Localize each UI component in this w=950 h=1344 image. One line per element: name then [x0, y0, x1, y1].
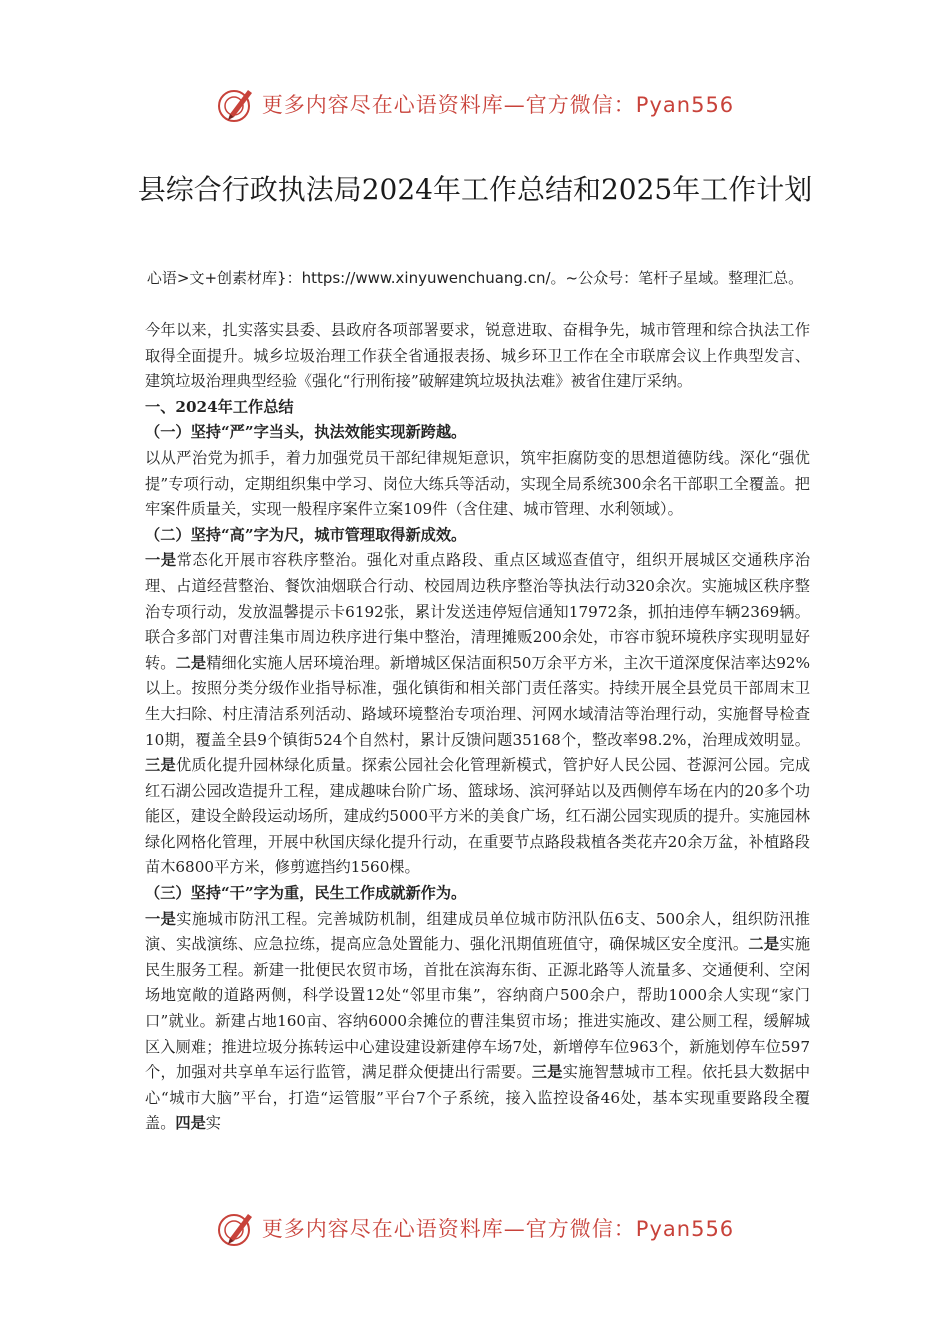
- pen-logo-icon: [216, 84, 256, 124]
- subsection-heading: （三）坚持“干”字为重，民生工作成就新作为。: [145, 884, 467, 903]
- lead-marker: 三是: [531, 1063, 563, 1082]
- paragraph-text: 实施民生服务工程。新建一批便民农贸市场，首批在滨海东街、正源北路等人流量多、交通便利、空闲场地宽敞的道路两侧，科学设置12处“邻里市集”，容纳商户500余户，帮助1000余人实现“家门口”就业。新建占地160亩、容纳6000余摊位的曹洼集贸市场；推进实施改、建公厕工程，缓解城区入厕难；推进垃圾分拣转运中心建设建设新建停车场7处，新增停车位963个，新施划停车位597个，加强对共享单车运行监管，满足群众便捷出行需要。: [145, 935, 811, 1082]
- paragraph-text: 精细化实施人居环境治理。新增城区保洁面积50万余平方米，主次干道深度保洁率达92%以上。按照分类分级作业指导标准，强化镇街和相关部门责任落实。持续开展全县党员干部周末卫生大扫除、村庄清洁系列活动、路域环境整治专项治理、河网水域清洁等治理行动，实施督导检查10期，覆盖全县9个镇街524个自然村，累计反馈问题35168个，整改率98.2%，治理成效明显。: [145, 653, 810, 749]
- paragraph: 以从严治党为抓手，着力加强党员干部纪律规矩意识，筑牢拒腐防变的思想道德防线。深化“强优提”专项行动，定期组织集中学习、岗位大练兵等活动，实现全局系统300余名干部职工全覆盖。把牢案件质量关，实现一般程序案件立案109件（含住建、城市管理、水利领域）。: [145, 448, 810, 519]
- intro-paragraph: 今年以来，扎实落实县委、县政府各项部署要求，锐意进取、奋楫争先，城市管理和综合执法工作取得全面提升。城乡垃圾治理工作获全省通报表扬、城乡环卫工作在全市联席会议上作典型发言、建筑垃圾治理典型经验《强化“行刑衔接”破解建筑垃圾执法难》被省住建厅采纳。: [145, 321, 810, 391]
- document-body: [145, 318, 810, 1137]
- section-heading: 一、2024年工作总结: [145, 397, 294, 416]
- banner-text: 更多内容尽在心语资料库—官方微信：Pyan556: [261, 1217, 735, 1241]
- lead-marker: 一是: [145, 551, 177, 570]
- page-title: 县综合行政执法局2024年工作总结和2025年工作计划: [137, 172, 813, 206]
- paragraph: [145, 548, 810, 881]
- paragraph-text: 实施智慧城市工程。依托县大数据中心“城市大脑”平台，打造“运管服”平台7个子系统，接入监控设备46处，基本实现重要路段全覆盖。: [145, 1063, 811, 1133]
- paragraph-text: 优质化提升园林绿化质量。探索公园社会化管理新模式，管护好人民公园、苍源河公园。完成红石湖公园改造提升工程，建成趣味台阶广场、篮球场、滨河驿站以及西侧停车场在内的20多个功能区，建设全龄段运动场所，建成约5000平方米的美食广场，红石湖公园实现质的提升。实施园林绿化网格化管理，开展中秋国庆绿化提升行动，在重要节点路段栽植各类花卉20余万盆，补植路段苗木6800平方米，修剪遮挡约1560棵。: [145, 756, 811, 877]
- header-watermark-banner: [0, 82, 950, 126]
- paragraph: [145, 907, 810, 1137]
- banner-text: 更多内容尽在心语资料库—官方微信：Pyan556: [261, 93, 735, 117]
- paragraph-text: 常态化开展市容秩序整治。强化对重点路段、重点区域巡查值守，组织开展城区交通秩序治理、占道经营整治、餐饮油烟联合行动、校园周边秩序整治等执法行动320余次。实施城区秩序整治专项行动，发放温馨提示卡6192张，累计发送违停短信通知17972条，抓拍违停车辆2369辆。联合多部门对曹洼集市周边秩序进行集中整治，清理摊贩200余处，市容市貌环境秩序实现明显好转。: [145, 551, 811, 672]
- lead-marker: 二是: [175, 653, 207, 672]
- lead-marker: 一是: [145, 909, 177, 928]
- lead-marker: 三是: [145, 756, 176, 775]
- footer-watermark-banner: [0, 1206, 950, 1250]
- subsection-heading: （一）坚持“严”字当头，执法效能实现新跨越。: [145, 423, 467, 442]
- pen-logo-icon: [216, 1208, 256, 1248]
- lead-marker: 四是: [175, 1114, 206, 1133]
- subsection-heading: （二）坚持“高”字为尺，城市管理取得新成效。: [145, 525, 467, 544]
- source-line: 心语>文+创素材库}：https://www.xinyuwenchuang.cn/。~公众号：笔杆子星域。整理汇总。: [146, 269, 804, 287]
- lead-marker: 二是: [748, 935, 780, 954]
- paragraph-text: 实施城市防汛工程。完善城防机制，组建成员单位城市防汛队伍6支、500余人，组织防汛推演、实战演练、应急拉练，提高应急处置能力、强化汛期值班值守，确保城区安全度汛。: [145, 909, 810, 954]
- paragraph-text: 实: [205, 1114, 221, 1133]
